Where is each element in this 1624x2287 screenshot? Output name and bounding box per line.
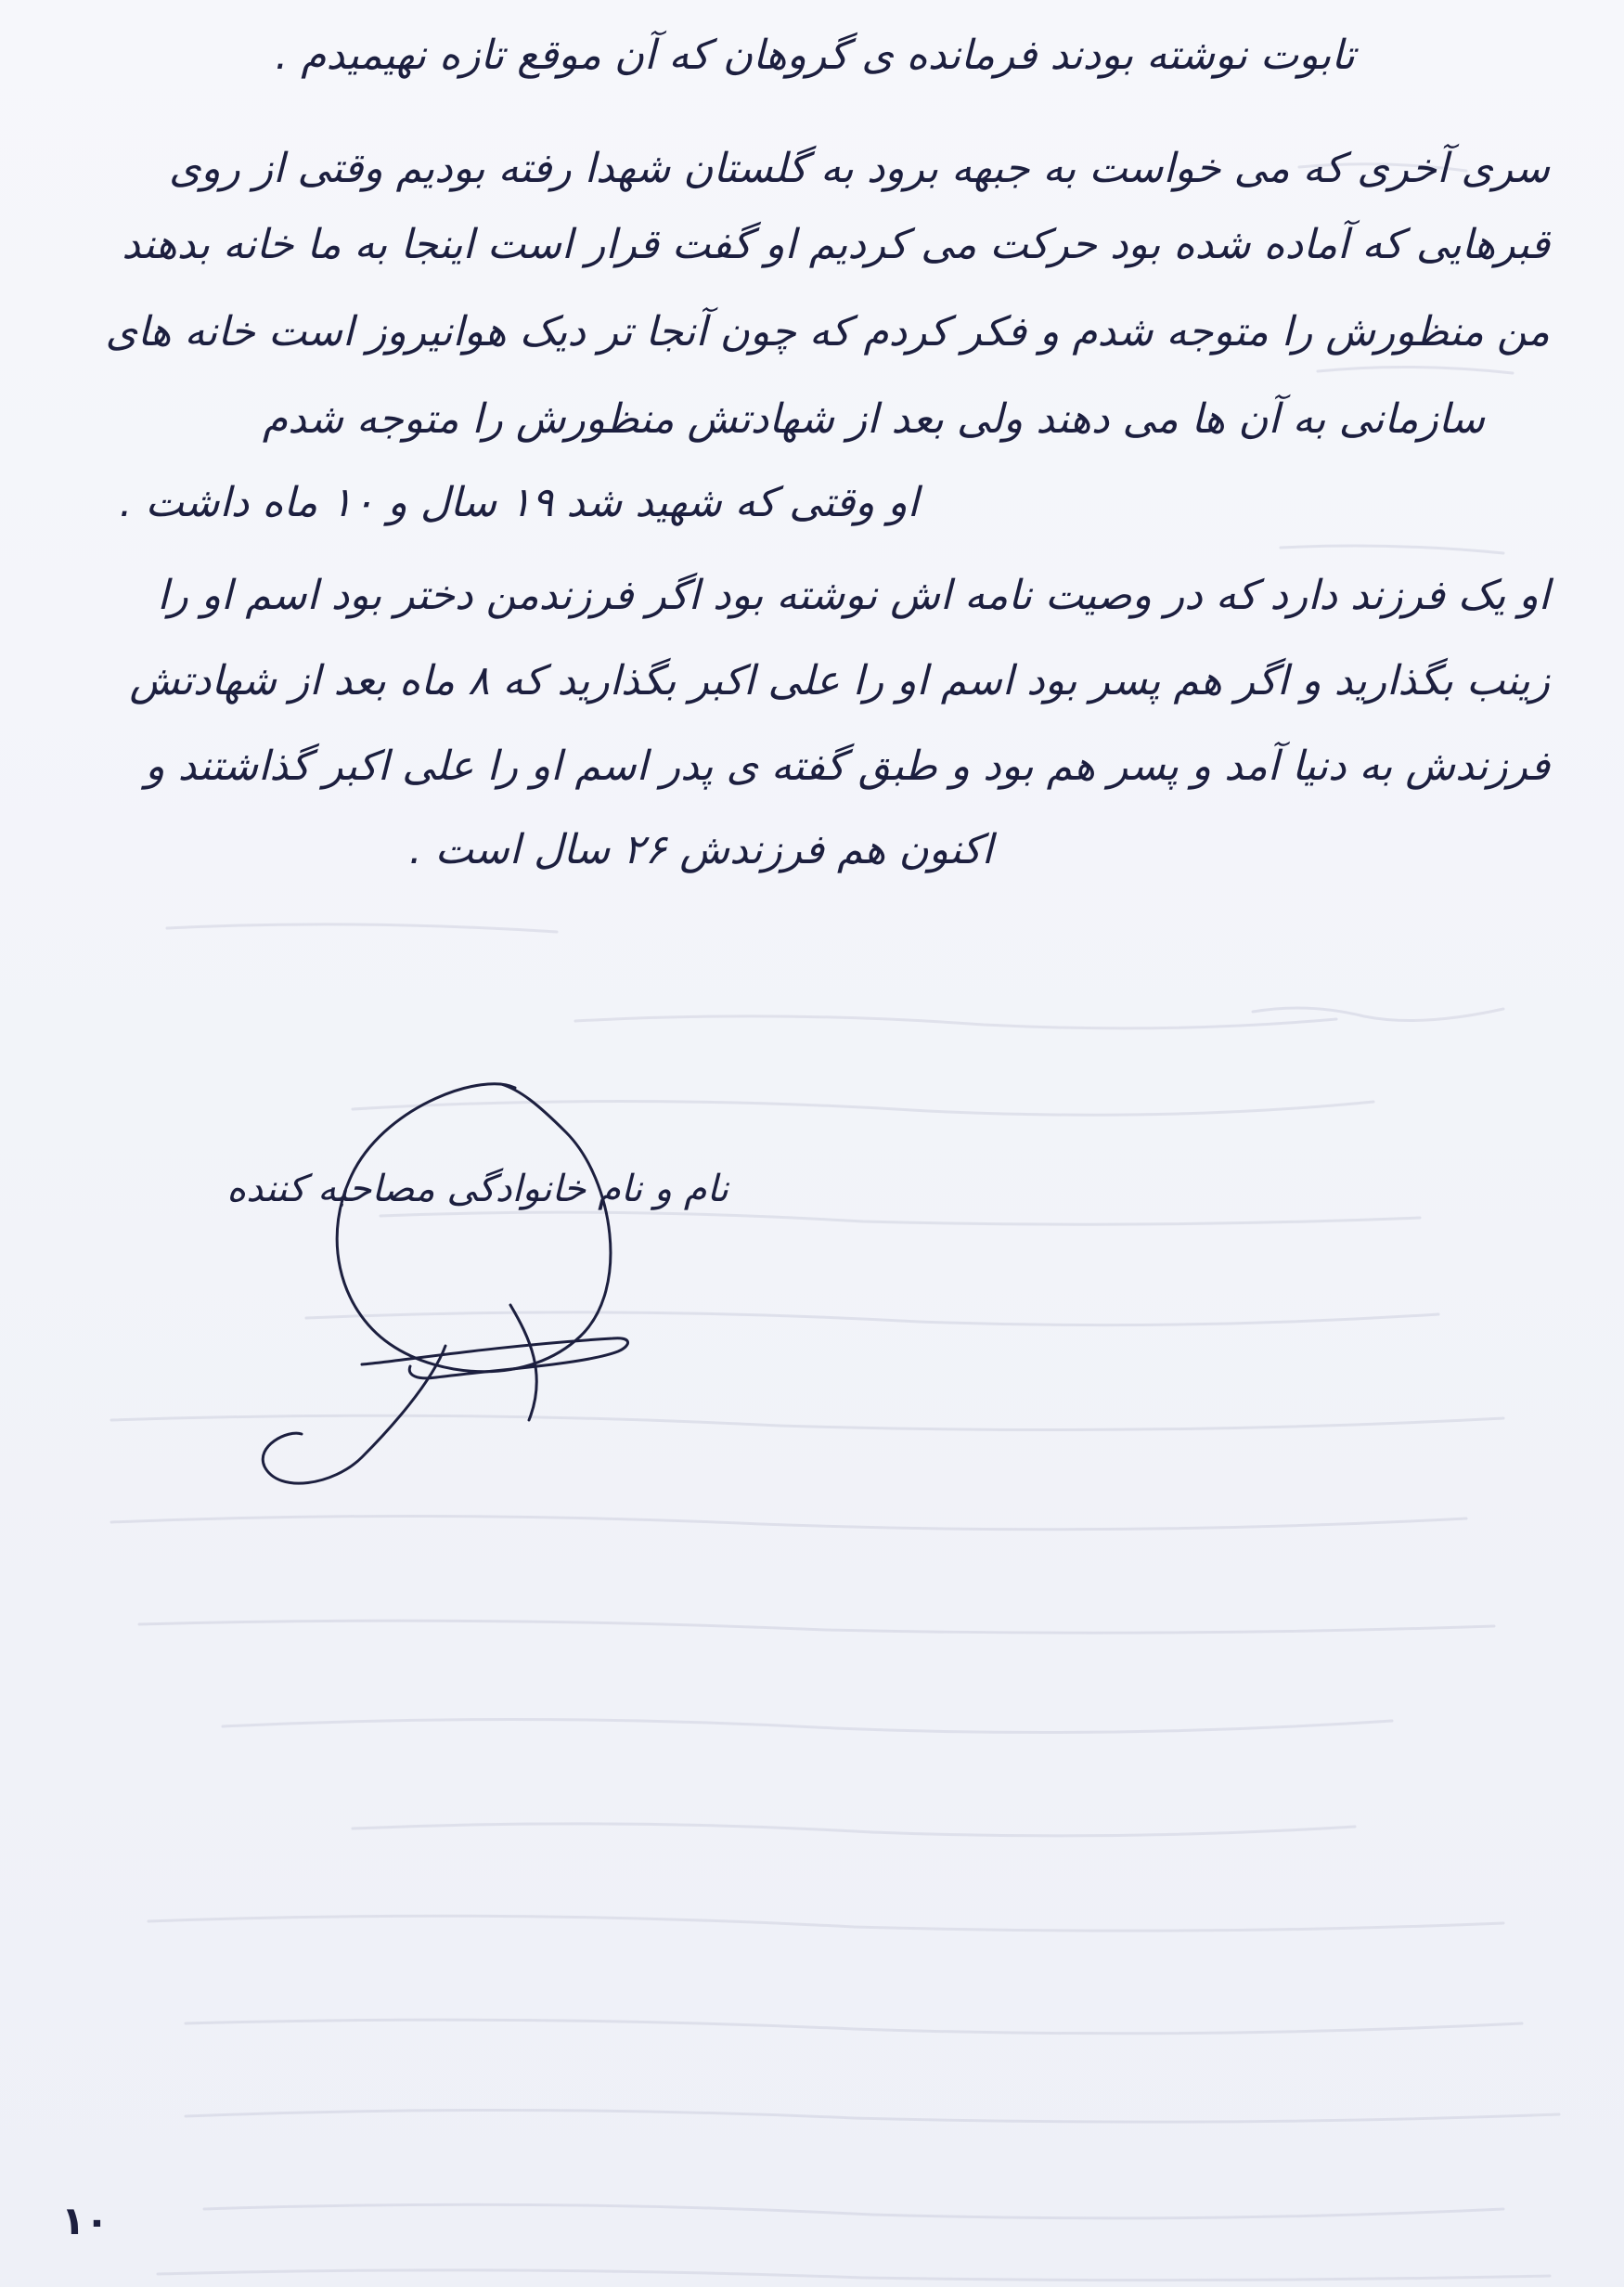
text-line: او یک فرزند دارد که در وصیت نامه اش نوشته بود اگر فرزندمن دختر بود اسم او را bbox=[157, 572, 1550, 619]
text-line: فرزندش به دنیا آمد و پسر هم بود و طبق گفته ی پدر اسم او را علی اکبر گذاشتند و bbox=[145, 743, 1550, 790]
page-number: ۱۰ bbox=[61, 2198, 110, 2243]
text-line: زینب بگذارید و اگر هم پسر بود اسم او را علی اکبر بگذارید که ۸ ماه بعد از شهادتش bbox=[129, 657, 1550, 704]
signature-label: نام و نام خانوادگی مصاحبه کننده bbox=[226, 1168, 728, 1210]
text-line: سری آخری که می خواست به جبهه برود به گلستان شهدا رفته بودیم وقتی از روی bbox=[168, 145, 1550, 192]
text-line: سازمانی به آن ها می دهند ولی بعد از شهادتش منظورش را متوجه شدم bbox=[262, 395, 1485, 443]
text-line: او وقتی که شهید شد ۱۹ سال و ۱۰ ماه داشت . bbox=[119, 479, 919, 526]
text-line: اکنون هم فرزندش ۲۶ سال است . bbox=[408, 826, 993, 873]
text-line: تابوت نوشته بودند فرمانده ی گروهان که آن موقع تازه نهیمیدم . bbox=[275, 32, 1355, 79]
body-text bbox=[102, 28, 1550, 878]
signature bbox=[251, 1067, 752, 1531]
text-line: قبرهایی که آماده شده بود حرکت می کردیم او گفت قرار است اینجا به ما خانه بدهند bbox=[122, 221, 1550, 268]
text-line: من منظورش را متوجه شدم و فکر کردم که چون آنجا تر دیک هوانیروز است خانه های bbox=[105, 308, 1550, 355]
